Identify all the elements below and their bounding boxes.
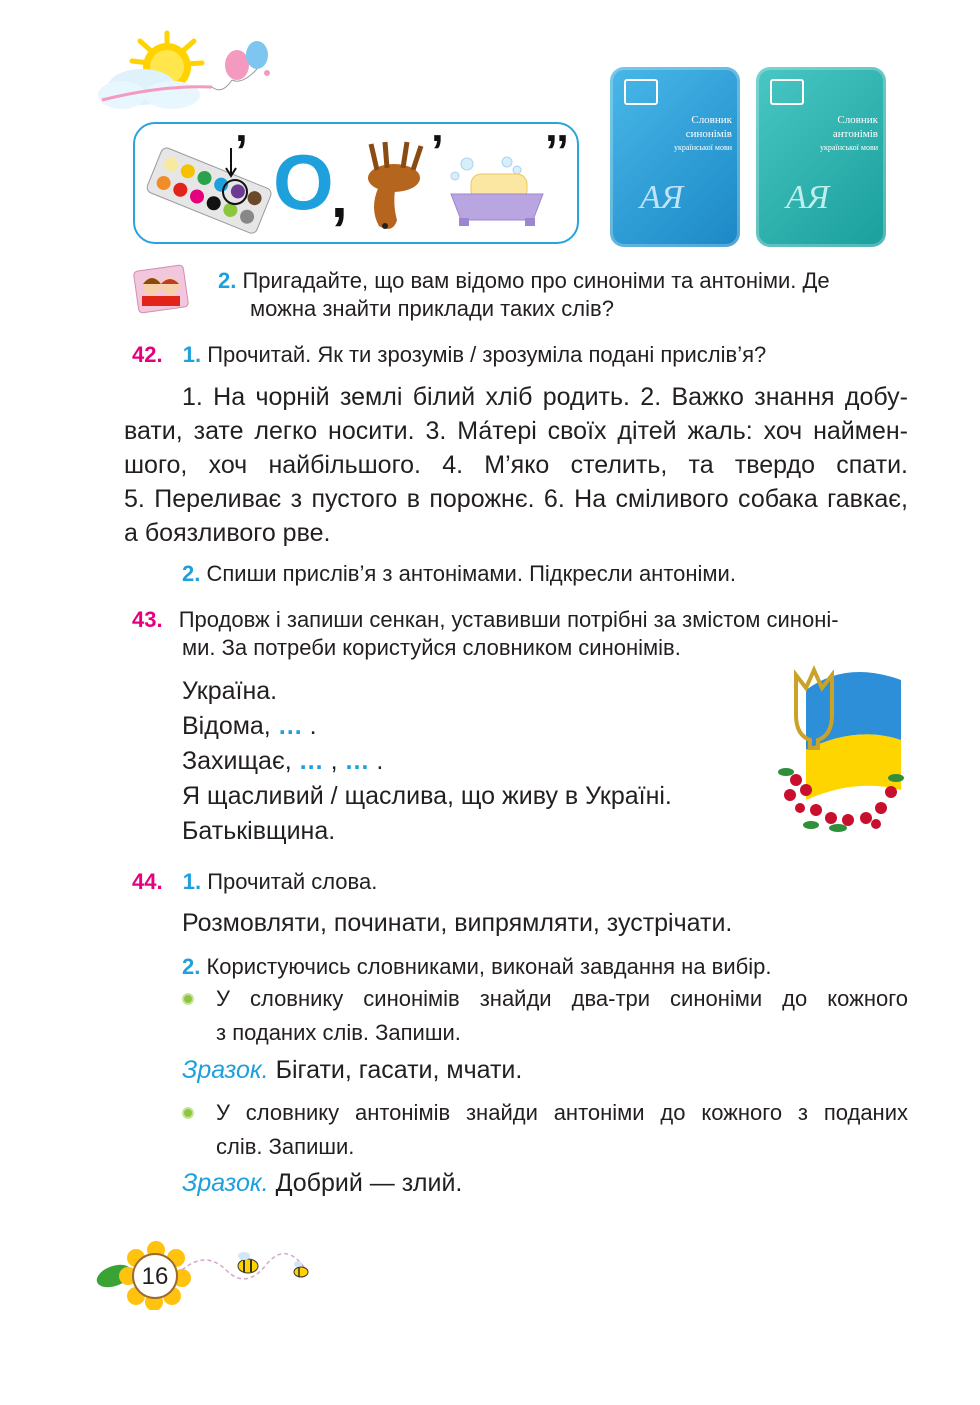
sample-text: Добрий — злий. (275, 1169, 463, 1197)
sample-1 (182, 1053, 522, 1088)
exercise-44-task-2 (182, 950, 772, 984)
blank-dots: … (344, 747, 370, 775)
exercise-number: 42. (132, 342, 163, 367)
words-to-read: Розмовляти, починати, випрямляти, зустрічати. (182, 909, 733, 937)
sinkan-line: Я щасливий / щаслива, що живу в Україні. (182, 782, 672, 810)
book-title-2: антонімів (832, 128, 878, 140)
rebus-box (133, 122, 579, 244)
exercise-44-header (132, 865, 377, 899)
sinkan-line (182, 744, 672, 779)
proverb-line: 5. Переливає з пустого в порожнє. 6. На сміливого собака гавкає, (124, 485, 908, 513)
page-number: 16 (141, 1263, 169, 1290)
task-text: Спиши прислів’я з антонімами. Підкресли антоніми. (206, 561, 736, 586)
sinkan-punct: . (376, 747, 384, 775)
rebus-comma-3: ’ (431, 125, 444, 177)
proverb-line: 1. На чорній землі білий хліб родить. 2. Важко знання добу- (182, 383, 908, 411)
proverb-line: вати, зате легко носити. 3. Ма́тері своїх дітей жаль: хоч наймен- (124, 417, 908, 445)
sinkan-word: Захищає, (182, 747, 292, 775)
sample-2 (182, 1166, 462, 1201)
sinkan-line: Україна. (182, 677, 278, 705)
sinkan-line: Батьківщина. (182, 817, 336, 845)
task-text: Прочитай. Як ти зрозумів / зрозуміла подані прислів’я? (207, 342, 767, 367)
paint-box-icon (143, 138, 273, 238)
task-number: 1. (182, 342, 202, 367)
sample-text: Бігати, гасати, мчати. (275, 1056, 523, 1084)
book-title-1: Словник (837, 114, 878, 126)
exercise-number: 43. (132, 607, 163, 632)
exercise-43-line-2: ми. За потреби користуйся словником синонімів. (182, 635, 681, 660)
task-number: 2. (182, 561, 201, 586)
sample-label: Зразок. (182, 1169, 269, 1197)
proverbs-text (124, 380, 908, 551)
book-title-1: Словник (691, 114, 732, 126)
proverb-line: шого, хоч найбільшого. 4. М’яко стелить, та твердо спати. (124, 451, 908, 479)
book-letters: АЯ (640, 179, 684, 216)
page-number-flower-icon (96, 1240, 326, 1310)
book-title-3: української мови (674, 143, 732, 152)
sinkan-line (182, 709, 672, 744)
sinkan (182, 674, 672, 849)
sinkan-punct: , (330, 747, 338, 775)
option-text: з поданих слів. Запиши. (216, 1020, 461, 1045)
task-text: Прочитай слова. (207, 869, 378, 894)
sinkan-punct: . (309, 712, 317, 740)
option-text: слів. Запиши. (216, 1134, 355, 1159)
kids-reading-icon (132, 262, 190, 316)
upside-down-deer-icon (349, 138, 439, 238)
intro-line-2: можна знайти приклади таких слів? (250, 296, 614, 321)
rebus-comma-1: ’ (235, 125, 248, 177)
task-text: Пригадайте, що вам відомо про синоніми та антоніми. Де (242, 268, 830, 293)
book-letters: АЯ (786, 179, 830, 216)
option-2 (182, 1096, 908, 1164)
blank-dots: … (298, 747, 324, 775)
exercise-number: 44. (132, 869, 163, 894)
task-text: Продовж і запиши сенкан, уставивши потрібні за змістом синоні- (178, 607, 839, 632)
rebus-comma-2: , (331, 163, 348, 230)
antonym-dictionary-book (756, 67, 886, 247)
bullet-icon (182, 993, 194, 1005)
book-title-3: української мови (820, 143, 878, 152)
exercise-42-task-2 (182, 557, 736, 591)
rebus-comma-4: ’’ (545, 125, 569, 177)
sinkan-word: Відома, (182, 712, 271, 740)
book-logo-icon (624, 79, 658, 105)
exercise-42-header (132, 338, 766, 372)
book-title-2: синонімів (685, 128, 732, 140)
task-number: 2. (218, 268, 237, 293)
blank-dots: … (277, 712, 303, 740)
soap-dish-icon (447, 154, 547, 234)
option-text: У словнику антонімів знайди антоніми до кожного з поданих (216, 1100, 908, 1125)
option-1 (182, 982, 908, 1050)
rebus-letter: О (273, 138, 334, 226)
option-text: У словнику синонімів знайди два-три синоніми до кожного (216, 986, 908, 1011)
synonym-dictionary-book (610, 67, 740, 247)
ukraine-flag-trident-icon (776, 660, 906, 835)
bullet-icon (182, 1107, 194, 1119)
proverb-line: а боязливого рве. (124, 519, 331, 547)
sample-label: Зразок. (182, 1056, 269, 1084)
book-logo-icon (770, 79, 804, 105)
sun-cloud-balloons-icon (82, 25, 282, 130)
task-number: 1. (182, 869, 202, 894)
task-text: Користуючись словниками, виконай завдання на вибір. (206, 954, 772, 979)
task-number: 2. (182, 954, 201, 979)
